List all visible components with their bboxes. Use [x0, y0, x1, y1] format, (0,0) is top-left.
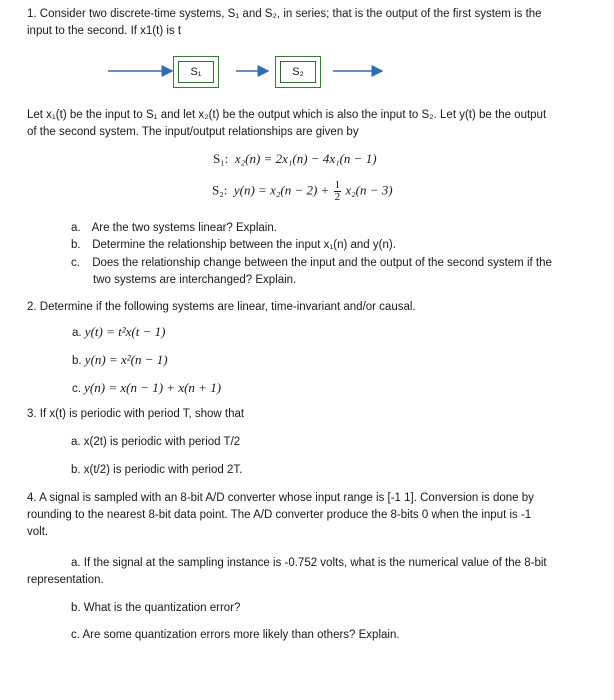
- fraction-denominator: 2: [334, 191, 341, 203]
- q4-line3: volt.: [27, 526, 49, 538]
- q1-intro-line2: input to the second. If x1(t) is t: [27, 25, 182, 37]
- q3-item-a: a. x(2t) is periodic with period T/2: [71, 436, 241, 448]
- equation-s2: [212, 180, 393, 203]
- q4-part-b: b. What is the quantization error?: [71, 602, 241, 614]
- q2-item-b-expr: y(n) = x²(n − 1): [84, 352, 168, 367]
- q1-part-b-text: Determine the relationship between the input x₁(n) and y(n).: [92, 239, 396, 251]
- q2-title: 2. Determine if the following systems are linear, time-invariant and/or causal.: [27, 301, 416, 313]
- system-s1-label: S₁: [190, 66, 202, 78]
- q1-part-b: [71, 237, 396, 253]
- q1-part-a: [71, 220, 277, 236]
- q2-item-a: [72, 324, 165, 341]
- q2-item-c-expr: y(n) = x(n − 1) + x(n + 1): [84, 380, 222, 395]
- series-block-diagram: [100, 50, 400, 94]
- q2-item-b: [72, 352, 168, 369]
- q1-let-line1: Let x₁(t) be the input to S₁ and let x₂(t) be the output which is also the input to S₂. Let y(t) be the output: [27, 109, 547, 121]
- q2-item-a-expr: y(t) = t²x(t − 1): [84, 324, 166, 339]
- q4-part-a-line1: a. If the signal at the sampling instance is -0.752 volts, what is the numerical value of the 8-bit: [71, 557, 547, 569]
- q4-line2: rounding to the nearest 8-bit data point. The A/D converter produce the 8-bits 0 when the input is -1: [27, 509, 532, 521]
- equation-s2-fraction: [334, 180, 342, 203]
- q1-part-b-label: b.: [71, 239, 81, 251]
- q2-item-a-label: a.: [72, 327, 82, 339]
- q4-part-c: c. Are some quantization errors more likely than others? Explain.: [71, 629, 400, 641]
- q1-intro-line1: 1. Consider two discrete-time systems, S₁ and S₂, in series; that is the output of the first system is the: [27, 8, 542, 20]
- q1-part-c-continued: two systems are interchanged? Explain.: [93, 274, 297, 286]
- q4-part-a-line2: representation.: [27, 574, 104, 586]
- equation-s2-lhs: y(n) = x₂(n − 2) +: [233, 182, 330, 198]
- q1-part-a-text: Are the two systems linear? Explain.: [91, 222, 277, 234]
- q1-part-c-label: c.: [71, 257, 80, 269]
- system-s2-block: [280, 61, 316, 83]
- q2-item-b-label: b.: [72, 355, 82, 367]
- equation-s2-rhs: x₂(n − 3): [345, 182, 393, 198]
- fraction-numerator: 1: [334, 179, 341, 191]
- q1-part-a-label: a.: [71, 222, 81, 234]
- q3-title: 3. If x(t) is periodic with period T, show that: [27, 408, 245, 420]
- q1-let-line2: of the second system. The input/output relationships are given by: [27, 126, 359, 138]
- equation-s1-label: S₁:: [213, 151, 229, 166]
- q4-line1: 4. A signal is sampled with an 8-bit A/D converter whose input range is [-1 1]. Conversion is done by: [27, 492, 534, 504]
- system-s2-label: S₂: [292, 66, 304, 78]
- q2-item-c-label: c.: [72, 383, 81, 395]
- q1-part-c-text: Does the relationship change between the input and the output of the second system if the: [92, 257, 552, 269]
- equation-s2-label: S₂:: [212, 182, 228, 198]
- q3-item-b: b. x(t/2) is periodic with period 2T.: [71, 464, 243, 476]
- system-s1-block: [178, 61, 214, 83]
- q2-item-c: [72, 380, 221, 397]
- equation-s1: [213, 151, 377, 167]
- equation-s1-expr: x₂(n) = 2x₁(n) − 4x₁(n − 1): [234, 151, 377, 166]
- q1-part-c: [71, 255, 552, 271]
